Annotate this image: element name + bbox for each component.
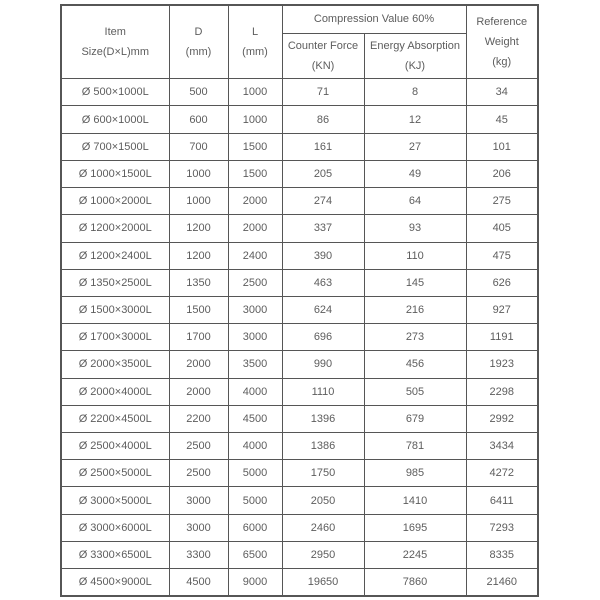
table-cell: 1410: [364, 487, 466, 514]
table-cell: 1396: [282, 405, 364, 432]
header-d-line1: D: [194, 25, 203, 38]
table-row: [61, 351, 538, 378]
table-cell: 3434: [466, 433, 538, 460]
header-l-line1: L: [251, 25, 259, 38]
table-cell: 2950: [282, 541, 364, 568]
table-cell: Ø 1000×1500L: [61, 160, 169, 187]
table-cell: Ø 2500×4000L: [61, 433, 169, 460]
table-cell: 8335: [466, 541, 538, 568]
header-d: [169, 5, 228, 79]
table-cell: 2245: [364, 541, 466, 568]
table-cell: 1500: [228, 133, 282, 160]
table-cell: 927: [466, 296, 538, 323]
table-cell: 101: [466, 133, 538, 160]
table-cell: 1750: [282, 460, 364, 487]
table-cell: 3000: [228, 324, 282, 351]
table-cell: 216: [364, 296, 466, 323]
table-cell: Ø 2200×4500L: [61, 405, 169, 432]
table-cell: 3300: [169, 541, 228, 568]
table-cell: 2050: [282, 487, 364, 514]
product-spec-table: [60, 4, 539, 597]
table-cell: 337: [282, 215, 364, 242]
table-cell: 5000: [228, 460, 282, 487]
header-item-line2: Size(D×L)mm: [81, 46, 150, 59]
table-cell: 5000: [228, 487, 282, 514]
table-row: [61, 324, 538, 351]
table-row: [61, 242, 538, 269]
table-cell: 12: [364, 106, 466, 133]
table-cell: 624: [282, 296, 364, 323]
table-cell: 1386: [282, 433, 364, 460]
table-cell: 3000: [169, 487, 228, 514]
table-cell: 2500: [169, 460, 228, 487]
table-cell: 161: [282, 133, 364, 160]
table-cell: 1350: [169, 269, 228, 296]
header-compression-group: Compression Value 60%: [282, 5, 466, 33]
table-cell: 390: [282, 242, 364, 269]
table-cell: 2992: [466, 405, 538, 432]
header-d-line2: (mm): [185, 46, 212, 59]
table-cell: Ø 1200×2400L: [61, 242, 169, 269]
table-cell: 21460: [466, 569, 538, 596]
table-cell: 273: [364, 324, 466, 351]
table-cell: 6411: [466, 487, 538, 514]
table-row: [61, 188, 538, 215]
table-cell: 9000: [228, 569, 282, 596]
table-cell: 275: [466, 188, 538, 215]
header-reference-weight: [466, 5, 538, 79]
table-cell: 71: [282, 79, 364, 106]
table-cell: Ø 3000×6000L: [61, 514, 169, 541]
table-cell: 64: [364, 188, 466, 215]
header-counter-force-line2: (KN): [311, 59, 335, 72]
table-cell: Ø 1000×2000L: [61, 188, 169, 215]
table-cell: 1923: [466, 351, 538, 378]
table-row: [61, 133, 538, 160]
table-cell: 2500: [169, 433, 228, 460]
table-header: [61, 5, 538, 79]
table-cell: 7293: [466, 514, 538, 541]
table-cell: 505: [364, 378, 466, 405]
table-cell: 2000: [228, 215, 282, 242]
table-cell: 1500: [169, 296, 228, 323]
header-reference-line1: Reference: [476, 15, 528, 28]
table-cell: 4500: [228, 405, 282, 432]
table-cell: Ø 1350×2500L: [61, 269, 169, 296]
table-row: [61, 487, 538, 514]
table-cell: 3500: [228, 351, 282, 378]
table-cell: 145: [364, 269, 466, 296]
table-cell: 1695: [364, 514, 466, 541]
table-cell: 1500: [228, 160, 282, 187]
table-cell: 49: [364, 160, 466, 187]
table-row: [61, 569, 538, 596]
table-row: [61, 378, 538, 405]
table-cell: 1110: [282, 378, 364, 405]
table-cell: 781: [364, 433, 466, 460]
table-cell: 19650: [282, 569, 364, 596]
table-cell: Ø 1500×3000L: [61, 296, 169, 323]
table-row: [61, 514, 538, 541]
table-cell: 4000: [228, 433, 282, 460]
header-reference-line3: (kg): [492, 56, 512, 69]
table-cell: 2400: [228, 242, 282, 269]
table-cell: 4500: [169, 569, 228, 596]
spec-table-container: [60, 4, 539, 597]
table-cell: 600: [169, 106, 228, 133]
table-cell: 1000: [228, 106, 282, 133]
header-l-line2: (mm): [242, 46, 268, 59]
table-cell: 1000: [228, 79, 282, 106]
table-cell: 4000: [228, 378, 282, 405]
table-cell: 405: [466, 215, 538, 242]
header-row-top: [61, 5, 538, 33]
table-cell: 2000: [228, 188, 282, 215]
table-cell: Ø 1200×2000L: [61, 215, 169, 242]
table-cell: 274: [282, 188, 364, 215]
table-cell: 3000: [169, 514, 228, 541]
table-cell: 463: [282, 269, 364, 296]
table-cell: 205: [282, 160, 364, 187]
table-row: [61, 269, 538, 296]
table-cell: 110: [364, 242, 466, 269]
header-item-line1: Item: [104, 25, 126, 38]
table-cell: 27: [364, 133, 466, 160]
table-body: [61, 79, 538, 596]
table-cell: 696: [282, 324, 364, 351]
table-cell: Ø 1700×3000L: [61, 324, 169, 351]
header-l: [228, 5, 282, 79]
table-cell: Ø 600×1000L: [61, 106, 169, 133]
table-cell: 8: [364, 79, 466, 106]
table-cell: 3000: [228, 296, 282, 323]
table-cell: Ø 2500×5000L: [61, 460, 169, 487]
header-reference-line2: Weight: [484, 35, 519, 48]
table-cell: 990: [282, 351, 364, 378]
table-row: [61, 296, 538, 323]
table-cell: Ø 3000×5000L: [61, 487, 169, 514]
table-cell: 2500: [228, 269, 282, 296]
table-cell: 6500: [228, 541, 282, 568]
table-cell: 626: [466, 269, 538, 296]
table-cell: 700: [169, 133, 228, 160]
table-cell: 206: [466, 160, 538, 187]
table-row: [61, 160, 538, 187]
header-counter-force-line1: Counter Force: [287, 39, 359, 52]
table-cell: Ø 500×1000L: [61, 79, 169, 106]
table-cell: 1200: [169, 242, 228, 269]
table-cell: Ø 3300×6500L: [61, 541, 169, 568]
table-cell: 2200: [169, 405, 228, 432]
table-cell: 1191: [466, 324, 538, 351]
table-row: [61, 460, 538, 487]
header-energy-absorption: [364, 33, 466, 79]
header-counter-force: [282, 33, 364, 79]
table-cell: 500: [169, 79, 228, 106]
table-cell: 2000: [169, 378, 228, 405]
table-cell: 93: [364, 215, 466, 242]
table-cell: 34: [466, 79, 538, 106]
table-cell: Ø 700×1500L: [61, 133, 169, 160]
table-cell: 985: [364, 460, 466, 487]
table-cell: 6000: [228, 514, 282, 541]
table-row: [61, 215, 538, 242]
table-cell: 679: [364, 405, 466, 432]
table-cell: 86: [282, 106, 364, 133]
table-cell: 1000: [169, 160, 228, 187]
table-row: [61, 433, 538, 460]
table-row: [61, 405, 538, 432]
header-item-size: [61, 5, 169, 79]
table-cell: Ø 2000×4000L: [61, 378, 169, 405]
table-cell: 4272: [466, 460, 538, 487]
table-cell: 475: [466, 242, 538, 269]
table-cell: 1000: [169, 188, 228, 215]
table-cell: 1200: [169, 215, 228, 242]
table-cell: 2460: [282, 514, 364, 541]
table-cell: 2000: [169, 351, 228, 378]
table-row: [61, 106, 538, 133]
table-cell: 456: [364, 351, 466, 378]
table-cell: Ø 2000×3500L: [61, 351, 169, 378]
table-row: [61, 541, 538, 568]
table-cell: 1700: [169, 324, 228, 351]
table-cell: Ø 4500×9000L: [61, 569, 169, 596]
table-row: [61, 79, 538, 106]
table-cell: 45: [466, 106, 538, 133]
header-energy-absorption-line2: (KJ): [404, 59, 426, 72]
table-cell: 2298: [466, 378, 538, 405]
table-cell: 7860: [364, 569, 466, 596]
header-energy-absorption-line1: Energy Absorption: [370, 39, 460, 52]
